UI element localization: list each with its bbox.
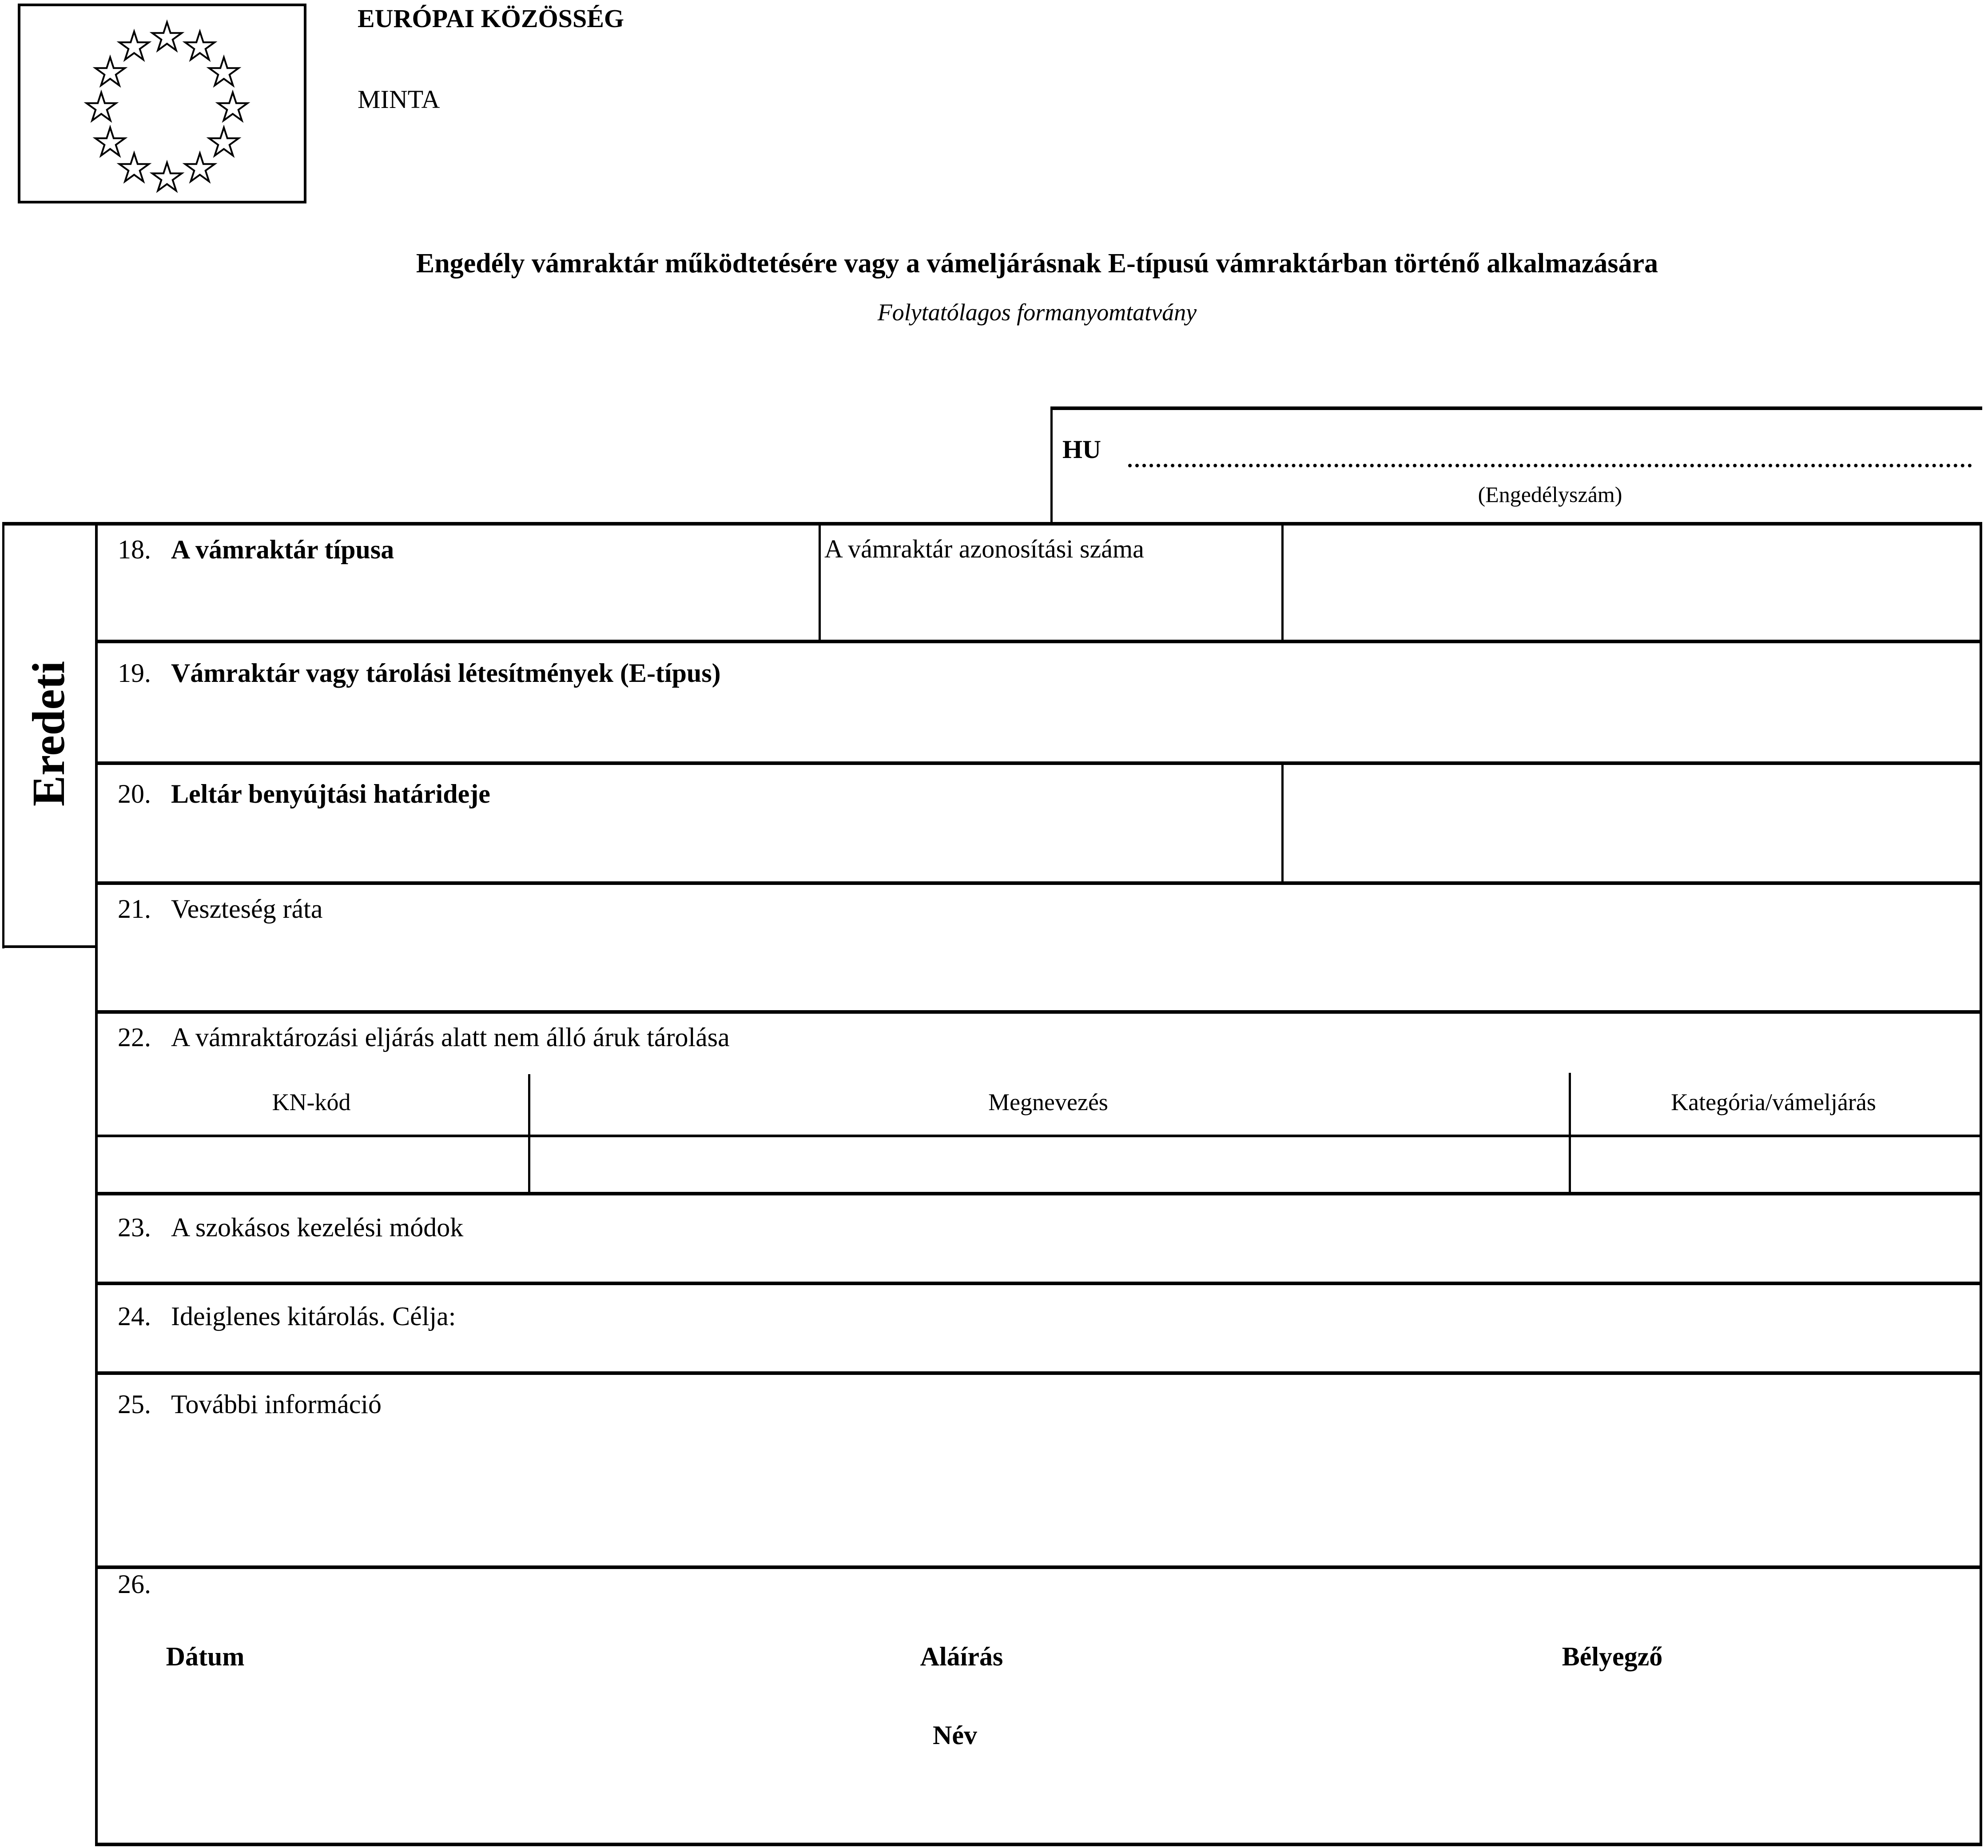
form-subtitle: Folytatólagos formanyomtatvány: [877, 299, 1197, 326]
row-separator-23-24: [95, 1282, 1982, 1285]
row-separator-25-26: [95, 1565, 1982, 1569]
row20-column-divider: [1281, 761, 1284, 881]
country-code: HU: [1062, 435, 1101, 464]
row-separator-18-19: [95, 640, 1982, 643]
row20-number: 20.: [118, 779, 151, 808]
row18-id-label: A vámraktár azonosítási száma: [824, 534, 1144, 563]
row21-number: 21.: [118, 894, 151, 924]
authorization-number-caption: (Engedélyszám): [1478, 482, 1622, 507]
row-separator-22-23: [95, 1192, 1982, 1195]
row26-name-label: Név: [933, 1721, 977, 1750]
subtable-header-underline: [95, 1135, 1982, 1137]
sidebar-bottom-border: [2, 945, 95, 948]
table-bottom-border: [95, 1843, 1982, 1846]
original-sidebar: [2, 522, 95, 945]
row19-number: 19.: [118, 658, 151, 688]
eu-flag: [18, 4, 306, 203]
table-right-border: [1980, 522, 1982, 1846]
authorization-box-top-border: [1050, 406, 1982, 410]
row-separator-20-21: [95, 881, 1982, 885]
row18-column-divider-1: [819, 522, 821, 640]
row-separator-19-20: [95, 761, 1982, 765]
table-top-border: [2, 522, 1982, 526]
original-label: Eredeti: [23, 661, 74, 807]
subtable-header-description: Megnevezés: [988, 1089, 1108, 1115]
row25-number: 25.: [118, 1390, 151, 1419]
row26-signature-label: Aláírás: [920, 1642, 1003, 1671]
row26-date-label: Dátum: [166, 1642, 245, 1671]
specimen-label: MINTA: [358, 85, 440, 114]
eu-flag-stars-icon: [20, 6, 304, 201]
row25-label: További információ: [171, 1390, 382, 1419]
authorization-number-dotted-line: [1128, 444, 1972, 467]
row26-number: 26.: [118, 1569, 151, 1599]
row24-label: Ideiglenes kitárolás. Célja:: [171, 1302, 456, 1331]
subtable-header-cn-code: KN-kód: [272, 1089, 351, 1115]
row22-label: A vámraktározási eljárás alatt nem álló áruk tárolása: [171, 1023, 730, 1052]
community-label: EURÓPAI KÖZÖSSÉG: [358, 4, 624, 33]
row26-stamp-label: Bélyegző: [1562, 1642, 1663, 1671]
row22-number: 22.: [118, 1023, 151, 1052]
row23-number: 23.: [118, 1213, 151, 1242]
form-title: Engedély vámraktár működtetésére vagy a vámeljárásnak E-típusú vámraktárban történő alkalmazására: [416, 248, 1658, 279]
row19-label: Vámraktár vagy tárolási létesítmények (E-típus): [171, 658, 721, 688]
row21-label: Veszteség ráta: [171, 894, 323, 924]
row24-number: 24.: [118, 1302, 151, 1331]
row18-label: A vámraktár típusa: [171, 535, 394, 564]
authorization-box-left-border: [1050, 406, 1053, 522]
row-separator-21-22: [95, 1010, 1982, 1014]
row-separator-24-25: [95, 1371, 1982, 1375]
row18-number: 18.: [118, 535, 151, 564]
row18-column-divider-2: [1281, 522, 1284, 640]
subtable-column-divider-2: [1569, 1073, 1571, 1195]
subtable-header-category: Kategória/vámeljárás: [1671, 1089, 1876, 1115]
row23-label: A szokásos kezelési módok: [171, 1213, 464, 1242]
table-left-border: [95, 522, 98, 1846]
row20-label: Leltár benyújtási határideje: [171, 779, 490, 808]
